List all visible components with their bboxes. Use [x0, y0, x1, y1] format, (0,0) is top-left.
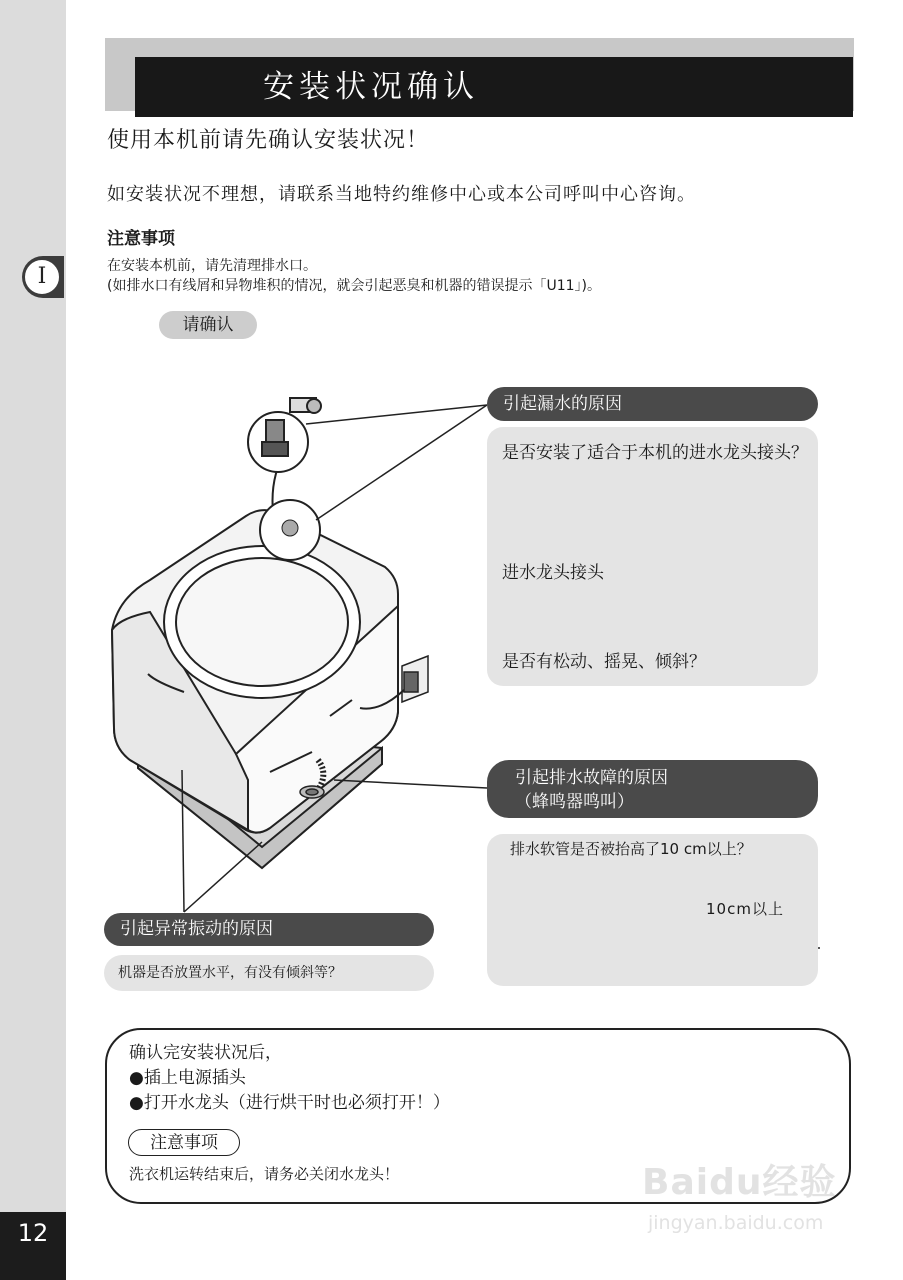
subtitle: 使用本机前请先确认安装状况！	[107, 128, 430, 153]
drain-title-line-2: （蜂鸣器鸣叫）	[515, 792, 634, 812]
page-title: 安装状况确认	[263, 69, 479, 105]
watermark-url: jingyan.baidu.com	[648, 1212, 824, 1234]
after-item-tap: ●打开水龙头（进行烘干时也必须打开！）	[129, 1093, 450, 1113]
notice-line-1: 在安装本机前，请先清理排水口。	[107, 258, 317, 274]
watermark-logo: Baidu经验	[642, 1162, 837, 1203]
leak-question-2: 是否有松动、摇晃、倾斜？	[502, 652, 706, 672]
after-heading: 确认完安装状况后，	[129, 1043, 282, 1063]
height-label: 10cm以上	[706, 900, 784, 918]
drain-title-line-1: 引起排水故障的原因	[515, 768, 668, 788]
intro-text: 如安装状况不理想，请联系当地特约维修中心或本公司呼叫中心咨询。	[107, 184, 696, 205]
after-note: 洗衣机运转结束后，请务必关闭水龙头！	[129, 1165, 400, 1183]
page-number: 12	[17, 1219, 49, 1247]
faucet-joint-label: 进水龙头接头	[502, 563, 604, 583]
after-notice-label: 注意事项	[128, 1129, 240, 1156]
notice-heading: 注意事项	[107, 229, 175, 249]
confirm-label: 请确认	[159, 311, 257, 339]
drain-cause-title	[487, 760, 818, 818]
chapter-mark: I	[24, 259, 60, 295]
tap-detail	[248, 398, 321, 472]
vibration-question: 机器是否放置水平，有没有倾斜等？	[118, 965, 342, 981]
vibration-cause-title: 引起异常振动的原因	[104, 913, 434, 946]
leak-cause-title: 引起漏水的原因	[487, 387, 818, 421]
after-item-plug: ●插上电源插头	[129, 1068, 246, 1088]
leak-question-1: 是否安装了适合于本机的进水龙头接头？	[502, 443, 808, 463]
drain-question: 排水软管是否被抬高了10 cm以上？	[510, 840, 752, 858]
notice-line-2: (如排水口有线屑和异物堆积的情况，就会引起恶臭和机器的错误提示「U11」)。	[107, 278, 601, 294]
